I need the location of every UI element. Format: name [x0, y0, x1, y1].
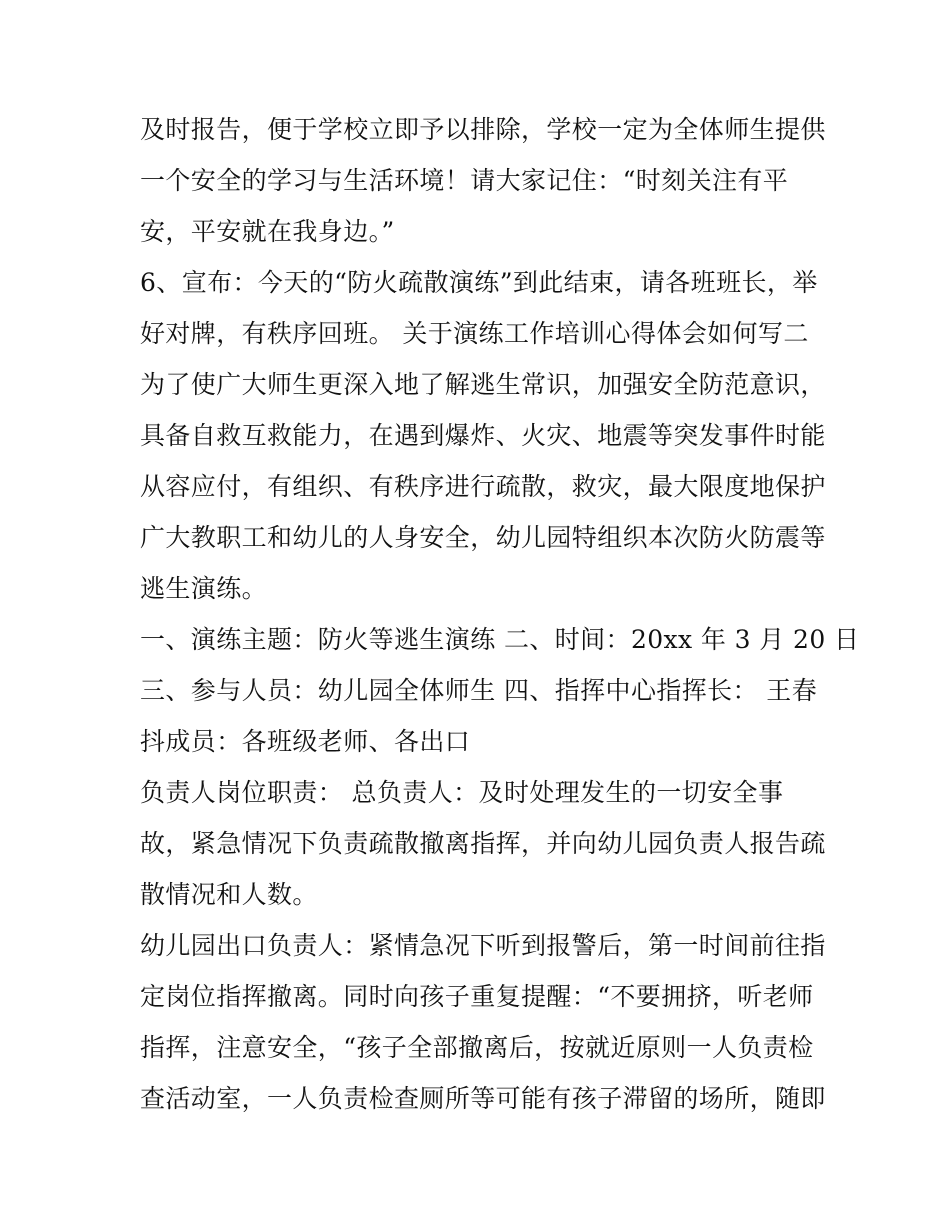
body-text — [140, 104, 860, 1124]
text-line: 广大教职工和幼儿的人身安全，幼儿园特组织本次防火防震等 — [140, 523, 826, 552]
text-line: 一、演练主题：防火等逃生演练 二、时间：20xx 年 3 月 20 日 — [140, 625, 860, 654]
text-line: 幼儿园出口负责人：紧情急况下听到报警后，第一时间前往指 — [140, 931, 826, 960]
text-line: 逃生演练。 — [140, 574, 268, 603]
text-line: 抖成员：各班级老师、各出口 — [140, 727, 471, 756]
text-line: 定岗位指挥撤离。同时向孩子重复提醒：“不要拥挤，听老师 — [140, 982, 814, 1011]
text-line: 故，紧急情况下负责疏散撤离指挥，并向幼儿园负责人报告疏 — [140, 829, 826, 858]
text-line: 散情况和人数。 — [140, 880, 318, 909]
text-line: 安，平安就在我身边。” — [140, 217, 395, 246]
text-line: 6、宣布：今天的“防火疏散演练”到此结束，请各班班长，举 — [140, 268, 818, 297]
text-line: 为了使广大师生更深入地了解逃生常识，加强安全防范意识， — [140, 370, 826, 399]
text-line: 及时报告，便于学校立即予以排除，学校一定为全体师生提供 — [140, 115, 826, 144]
text-line: 负责人岗位职责： 总负责人：及时处理发生的一切安全事 — [140, 778, 784, 807]
text-line: 具备自救互救能力，在遇到爆炸、火灾、地震等突发事件时能 — [140, 421, 826, 450]
text-line: 查活动室，一人负责检查厕所等可能有孩子滞留的场所，随即 — [140, 1084, 826, 1113]
text-line: 指挥，注意安全，“孩子全部撤离后，按就近原则一人负责检 — [140, 1033, 814, 1062]
text-line: 从容应付，有组织、有秩序进行疏散，救灾，最大限度地保护 — [140, 472, 826, 501]
text-line: 好对牌，有秩序回班。 关于演练工作培训心得体会如何写二 — [140, 319, 809, 348]
text-line: 一个安全的学习与生活环境！请大家记住：“时刻关注有平 — [140, 166, 789, 195]
text-line: 三、参与人员：幼儿园全体师生 四、指挥中心指挥长： 王春 — [140, 676, 818, 705]
